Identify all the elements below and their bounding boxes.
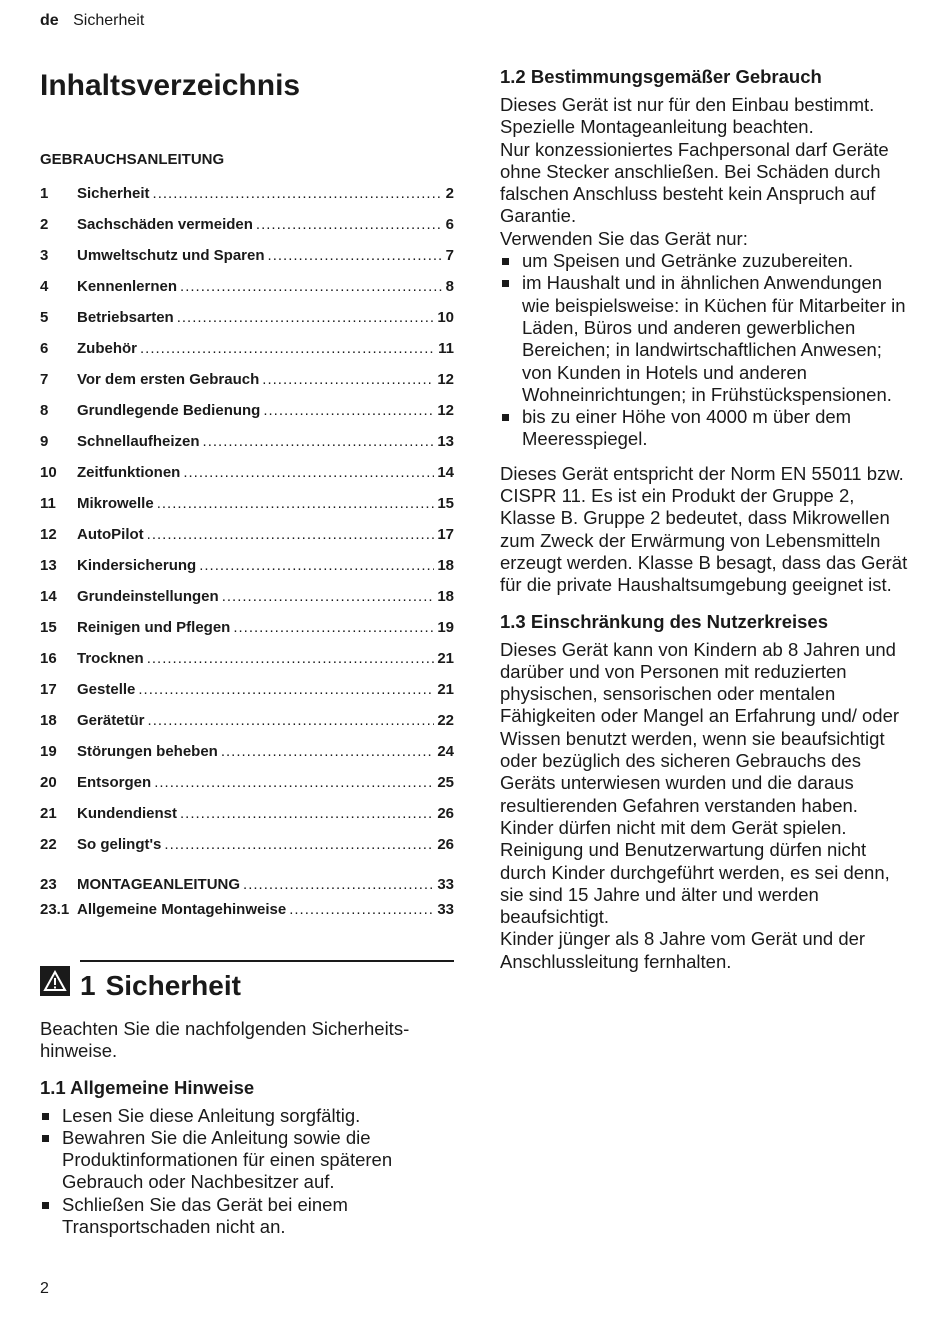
toc-entry-page: 12: [437, 402, 454, 419]
toc-entry-page: 6: [445, 216, 454, 233]
toc-entry-title: Vor dem ersten Gebrauch: [77, 371, 260, 388]
right-column: [500, 66, 914, 973]
toc-entry-page: 25: [437, 774, 454, 791]
toc-entry-title: Entsorgen: [77, 774, 152, 791]
toc-entry-number: 20: [40, 774, 57, 791]
toc-entry-number: 21: [40, 805, 57, 822]
toc-entry-title: Kundendienst: [77, 805, 177, 822]
toc-entry[interactable]: [40, 612, 454, 643]
toc-entry[interactable]: [40, 736, 454, 767]
toc-entry[interactable]: [40, 519, 454, 550]
paragraph: Verwenden Sie das Gerät nur:: [500, 227, 748, 249]
toc-entry-number: 9: [40, 433, 49, 450]
toc-entry[interactable]: [40, 674, 454, 705]
toc-entry-title: Kindersicherung: [77, 557, 197, 574]
toc-entry-page: 12: [437, 371, 454, 388]
toc-entry-page: 10: [437, 309, 454, 326]
toc-dot-leader: [262, 364, 434, 395]
toc-entry-title: Schnellaufheizen: [77, 433, 200, 450]
warning-triangle-icon: [40, 966, 70, 996]
toc-entry[interactable]: [40, 488, 454, 519]
left-column: [40, 62, 454, 1238]
toc-entry[interactable]: [40, 209, 454, 240]
toc-dot-leader: [263, 395, 434, 426]
toc-dot-leader: [256, 209, 443, 240]
toc-entry[interactable]: [40, 705, 454, 736]
paragraph: Kinder dürfen nicht mit dem Gerät spielen.: [500, 816, 847, 838]
toc-entry-page: 33: [437, 876, 454, 893]
toc-entry-title: Sicherheit: [77, 185, 150, 202]
toc-entry-title: Umweltschutz und Sparen: [77, 247, 265, 264]
toc-entry[interactable]: [40, 457, 454, 488]
toc-dot-leader: [164, 829, 434, 860]
list-item: im Haushalt und in ähnlichen Anwendungen wie beispielsweise: in Küchen für Mitarbeiter in Läden, Büros und anderen gewerblichen Bereichen; in landwirtschaftlichen Anwesen; von Kunden in Hotels und anderen Wohneinrichtungen; in Frühstückspensionen.: [500, 272, 914, 406]
toc-entry-number: 12: [40, 526, 57, 543]
toc-entry-page: 18: [437, 557, 454, 574]
toc-entry-number: 8: [40, 402, 49, 419]
toc-section-label: GEBRAUCHSANLEITUNG: [40, 151, 225, 168]
toc-entry-title: MONTAGEANLEITUNG: [77, 876, 241, 893]
list-item: Bewahren Sie die Anleitung sowie die Produktinformationen für einen späteren Gebrauch oder Nachbesitzer auf.: [40, 1127, 454, 1194]
toc-entry[interactable]: [40, 643, 454, 674]
toc-entry-title: Störungen beheben: [77, 743, 218, 760]
toc-dot-leader: [221, 736, 434, 767]
toc-entry-title: Grundlegende Bedienung: [77, 402, 261, 419]
paragraph: Kinder jünger als 8 Jahre vom Gerät und der Anschlussleitung fernhalten.: [500, 928, 866, 972]
toc-dot-leader: [243, 872, 434, 897]
toc-entry-page: 21: [437, 681, 454, 698]
toc-entry-number: 3: [40, 247, 49, 264]
toc-entry-number: 2: [40, 216, 49, 233]
toc-entry-number: 22: [40, 836, 57, 853]
toc-entry-page: 17: [437, 526, 454, 543]
toc-dot-leader: [268, 240, 443, 271]
toc-entry-number: 17: [40, 681, 57, 698]
toc-dot-leader: [203, 426, 435, 457]
toc-entry-title: So gelingt's: [77, 836, 162, 853]
toc-entry-title: Reinigen und Pflegen: [77, 619, 231, 636]
toc-entry-title: Mikrowelle: [77, 495, 154, 512]
toc-entry-title: Sachschäden vermeiden: [77, 216, 253, 233]
toc-entry-page: 15: [437, 495, 454, 512]
toc-entry-title: Gerätetür: [77, 712, 145, 729]
toc-dot-leader: [177, 302, 435, 333]
list-item: Lesen Sie diese Anleitung sorgfältig.: [40, 1105, 454, 1127]
toc-dot-leader: [180, 271, 443, 302]
subsection-1-1-title: 1.1 Allgemeine Hinweise: [40, 1076, 255, 1098]
toc-entry-page: 18: [437, 588, 454, 605]
toc-entry[interactable]: [40, 872, 454, 897]
toc-entry-number: 11: [40, 495, 56, 512]
section-intro: Beachten Sie die nachfolgenden Sicherheits-hinweise.: [40, 1018, 410, 1062]
toc-entry-number: 15: [40, 619, 57, 636]
language-code: de: [40, 12, 59, 29]
toc-title: Inhaltsverzeichnis: [40, 69, 301, 102]
toc-entry-page: 22: [437, 712, 454, 729]
toc-entry-number: 16: [40, 650, 57, 667]
toc-entry[interactable]: [40, 426, 454, 457]
toc-entry-page: 11: [438, 340, 454, 357]
toc-entry[interactable]: [40, 178, 454, 209]
toc-dot-leader: [138, 674, 434, 705]
toc-entry-title: Kennenlernen: [77, 278, 178, 295]
toc-entry-title: AutoPilot: [77, 526, 144, 543]
toc-dot-leader: [148, 705, 435, 736]
toc-dot-leader: [199, 550, 434, 581]
toc-entry-page: 19: [437, 619, 454, 636]
toc-entry-number: 14: [40, 588, 57, 605]
toc-entry-number: 23: [40, 876, 57, 893]
toc-dot-leader: [140, 333, 435, 364]
list-item: um Speisen und Getränke zuzubereiten.: [500, 250, 914, 272]
toc-dot-leader: [157, 488, 435, 519]
toc-entry[interactable]: [40, 271, 454, 302]
toc-entry-title: Gestelle: [77, 681, 136, 698]
toc-entry[interactable]: [40, 897, 454, 922]
bullet-list-1-1: [40, 1105, 454, 1239]
toc-list: [40, 178, 454, 860]
toc-entry-number: 6: [40, 340, 49, 357]
toc-entry[interactable]: [40, 364, 454, 395]
bullet-list-1-2: [500, 250, 914, 451]
section-title: [80, 966, 454, 1006]
toc-list-installation: [40, 872, 454, 922]
toc-entry-page: 8: [445, 278, 454, 295]
toc-entry-page: 7: [445, 247, 454, 264]
toc-entry-number: 7: [40, 371, 49, 388]
header-section: Sicherheit: [73, 12, 145, 29]
toc-dot-leader: [233, 612, 434, 643]
toc-dot-leader: [147, 643, 435, 674]
toc-entry[interactable]: [40, 240, 454, 271]
toc-entry-page: 26: [437, 836, 454, 853]
toc-entry[interactable]: [40, 302, 454, 333]
toc-dot-leader: [153, 178, 443, 209]
paragraph: Dieses Gerät kann von Kindern ab 8 Jahren und darüber und von Personen mit reduzierten physischen, sensorischen oder mentalen Fähigkeiten oder Mangel an Erfahrung und/ oder Wissen benutzt werden, wenn sie beaufsichtigt oder bezüglich des sicheren Gebrauchs des Geräts unterwiesen wurden und die daraus resultierenden Gefahren verstanden haben.: [500, 638, 900, 816]
toc-entry-page: 21: [437, 650, 454, 667]
toc-dot-leader: [183, 457, 434, 488]
toc-entry-page: 33: [437, 901, 454, 918]
toc-entry-title: Trocknen: [77, 650, 144, 667]
toc-entry-number: 10: [40, 464, 57, 481]
toc-entry-title: Zeitfunktionen: [77, 464, 181, 481]
section-number: 1: [80, 970, 96, 1001]
toc-dot-leader: [222, 581, 435, 612]
toc-entry[interactable]: [40, 798, 454, 829]
toc-entry[interactable]: [40, 333, 454, 364]
toc-entry-title: Betriebsarten: [77, 309, 174, 326]
subsection-1-3-title: 1.3 Einschränkung des Nutzerkreises: [500, 610, 828, 632]
page-number: 2: [40, 1280, 49, 1297]
toc-entry[interactable]: [40, 395, 454, 426]
paragraph: Reinigung und Benutzerwartung dürfen nicht durch Kinder durchgeführt werden, es sei denn, sie sind 15 Jahre und älter und werden beaufsichtigt.: [500, 839, 890, 928]
toc-entry-number: 5: [40, 309, 49, 326]
toc-entry-page: 26: [437, 805, 454, 822]
toc-entry-page: 2: [445, 185, 454, 202]
toc-entry-number: 4: [40, 278, 49, 295]
toc-entry-number: 13: [40, 557, 57, 574]
toc-entry-number: 19: [40, 743, 57, 760]
toc-entry-page: 24: [437, 743, 454, 760]
toc-entry-title: Zubehör: [77, 340, 137, 357]
paragraph: Dieses Gerät ist nur für den Einbau bestimmt. Spezielle Montageanleitung beachten.: [500, 94, 875, 138]
toc-entry-number: 18: [40, 712, 57, 729]
toc-dot-leader: [147, 519, 435, 550]
toc-entry-number: 1: [40, 185, 49, 202]
section-heading: [40, 960, 454, 1006]
toc-entry[interactable]: [40, 581, 454, 612]
toc-entry-title: Grundeinstellungen: [77, 588, 219, 605]
toc-entry[interactable]: [40, 550, 454, 581]
paragraph: Dieses Gerät entspricht der Norm EN 55011 bzw. CISPR 11. Es ist ein Produkt der Gruppe 2, Klasse B. Gruppe 2 bedeutet, dass Mikrowellen zum Zweck der Erwärmung von Lebensmitteln erzeugt werden. Klasse B besagt, dass das Gerät für die private Haushaltsumgebung geeignet ist.: [500, 462, 908, 596]
toc-entry-number: 23.1: [40, 901, 70, 918]
toc-dot-leader: [289, 897, 434, 922]
toc-entry[interactable]: [40, 829, 454, 860]
toc-dot-leader: [154, 767, 434, 798]
toc-entry-title: Allgemeine Montagehinweise: [77, 901, 287, 918]
paragraph: Nur konzessioniertes Fachpersonal darf Geräte ohne Stecker anschließen. Bei Schäden durch falschen Anschluss besteht kein Anspruch auf Garantie.: [500, 138, 889, 227]
toc-dot-leader: [180, 798, 434, 829]
page-header: [40, 12, 144, 30]
toc-entry-page: 13: [437, 433, 454, 450]
toc-entry-page: 14: [437, 464, 454, 481]
section-title-text: Sicherheit: [105, 970, 241, 1001]
list-item: bis zu einer Höhe von 4000 m über dem Meeresspiegel.: [500, 406, 914, 451]
toc-entry[interactable]: [40, 767, 454, 798]
subsection-1-2-title: 1.2 Bestimmungsgemäßer Gebrauch: [500, 66, 822, 87]
list-item: Schließen Sie das Gerät bei einem Transportschaden nicht an.: [40, 1194, 454, 1239]
